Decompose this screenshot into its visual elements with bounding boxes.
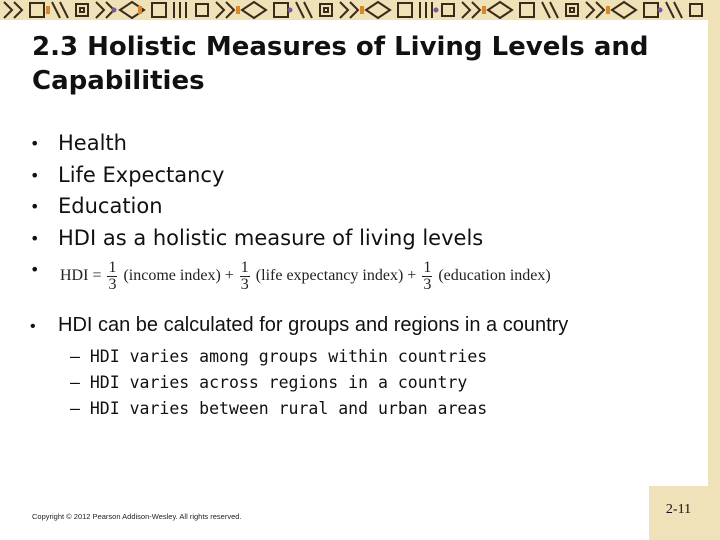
copyright-notice: Copyright © 2012 Pearson Addison-Wesley. All rights reserved. bbox=[32, 512, 242, 521]
list-item-label: HDI varies among groups within countries bbox=[89, 347, 488, 366]
list-item-label: HDI varies across regions in a country bbox=[89, 373, 468, 392]
list-item bbox=[70, 396, 487, 422]
formula-operator: + bbox=[407, 267, 417, 284]
decorative-right-stripe bbox=[708, 20, 720, 540]
decorative-top-border bbox=[0, 0, 720, 20]
dash-icon: – bbox=[70, 347, 80, 366]
dash-icon: – bbox=[70, 399, 80, 418]
fraction-denominator: 3 bbox=[240, 275, 249, 293]
sub-bullet-list bbox=[70, 344, 487, 422]
list-item bbox=[30, 128, 483, 160]
list-item bbox=[30, 160, 483, 192]
bullet-icon: • bbox=[30, 260, 40, 279]
list-item bbox=[70, 344, 487, 370]
bullet-icon: • bbox=[30, 197, 40, 216]
list-item-label: HDI varies between rural and urban areas bbox=[89, 399, 488, 418]
hdi-groups-bullet bbox=[30, 314, 568, 337]
dash-icon: – bbox=[70, 373, 80, 392]
list-item-label: HDI as a holistic measure of living levels bbox=[58, 225, 484, 250]
list-item bbox=[30, 223, 483, 255]
list-item bbox=[30, 191, 483, 223]
formula-operator: + bbox=[224, 267, 234, 284]
bullet-icon: • bbox=[30, 228, 40, 248]
fraction-denominator: 3 bbox=[108, 275, 117, 293]
bullet-icon: • bbox=[30, 134, 40, 153]
fraction-numerator: 1 bbox=[240, 258, 249, 276]
fraction-numerator: 1 bbox=[108, 258, 117, 276]
fraction bbox=[240, 260, 250, 293]
list-item-label: Life Expectancy bbox=[58, 162, 225, 187]
page-number: 2-11 bbox=[665, 502, 692, 517]
hdi-groups-text: HDI can be calculated for groups and regions in a country bbox=[58, 314, 569, 336]
formula-term-education: (education index) bbox=[438, 267, 551, 284]
bullet-icon: • bbox=[30, 318, 36, 335]
list-item-label: Education bbox=[58, 194, 163, 218]
bullet-icon: • bbox=[30, 165, 40, 185]
formula-term-income: (income index) bbox=[123, 267, 221, 284]
formula-lhs: HDI = bbox=[60, 267, 102, 284]
list-item-label: Health bbox=[58, 131, 127, 155]
slide-title: 2.3 Holistic Measures of Living Levels and Capabilities bbox=[32, 32, 649, 96]
formula-term-life-expectancy: (life expectancy index) bbox=[255, 267, 404, 284]
page-number-box bbox=[649, 486, 708, 540]
fraction-denominator: 3 bbox=[423, 275, 432, 293]
fraction-numerator: 1 bbox=[423, 258, 432, 276]
list-item bbox=[70, 370, 487, 396]
fraction bbox=[422, 260, 432, 293]
hdi-formula bbox=[58, 256, 553, 296]
fraction bbox=[107, 260, 117, 293]
